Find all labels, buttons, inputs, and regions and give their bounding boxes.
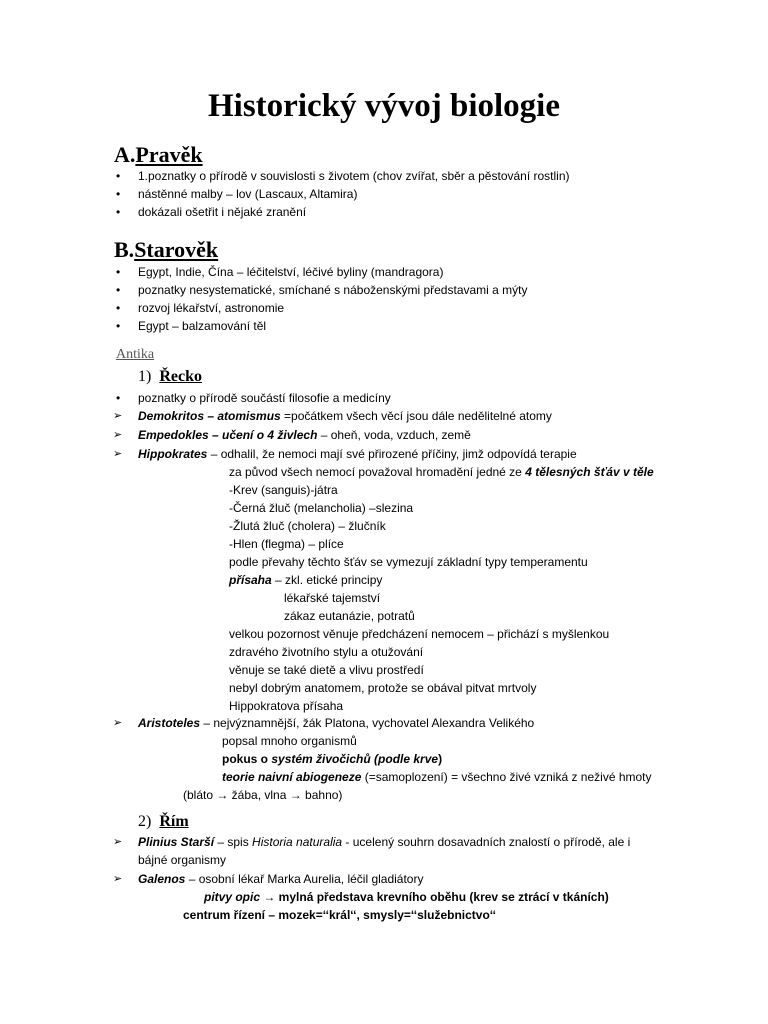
- text-line: za původ všech nemocí považoval hromadění jedné ze 4 tělesných šťáv v těle: [229, 465, 654, 479]
- arrow-bullet-icon: ➢: [113, 429, 123, 441]
- subheading-antika: Antika: [116, 347, 155, 362]
- text-line: centrum řízení – mozek=‘‘král‘‘, smysly=‘‘služebnictvo‘‘: [183, 908, 497, 922]
- text-line: pokus o systém živočichů (podle krve): [222, 752, 443, 766]
- text-line: bájné organismy: [138, 853, 227, 867]
- text-line: -Hlen (flegma) – plíce: [229, 537, 344, 551]
- text-line: (bláto → žába, vlna → bahno): [183, 788, 343, 802]
- text-line: nebyl dobrým anatomem, protože se obával pitvat mrtvoly: [229, 681, 537, 695]
- arrow-bullet-icon: ➢: [113, 836, 123, 848]
- text-line: podle převahy těchto šťáv se vymezují základní typy temperamentu: [229, 555, 588, 569]
- arrow-bullet-icon: ➢: [113, 873, 123, 885]
- text-line: přísaha – zkl. etické principy: [229, 573, 383, 587]
- text-line: zdravého životního stylu a otužování: [229, 645, 424, 659]
- subsection-heading-recko: 1) Řecko: [138, 368, 202, 385]
- text-line: teorie naivní abiogeneze (=samoplození) = všechno živé vzniká z neživé hmoty: [222, 770, 652, 784]
- arrow-bullet-icon: ➢: [113, 717, 123, 729]
- text-line: Hippokratova přísaha: [229, 699, 344, 713]
- text-line: -Krev (sanguis)-játra: [229, 483, 338, 497]
- text-line: pitvy opic → mylná představa krevního oběhu (krev se ztrácí v tkáních): [204, 890, 609, 904]
- text-line: popsal mnoho organismů: [222, 734, 357, 748]
- text-line: velkou pozornost věnuje předcházení nemocem – přichází s myšlenkou: [229, 627, 610, 641]
- text-line: -Žlutá žluč (cholera) – žlučník: [229, 519, 386, 533]
- text-line: -Černá žluč (melancholia) –slezina: [229, 501, 414, 515]
- subsection-heading-rim: 2) Řím: [138, 813, 189, 830]
- text-line: zákaz eutanázie, potratů: [284, 609, 415, 623]
- arrow-bullet-icon: ➢: [113, 410, 123, 422]
- text-line: věnuje se také dietě a vlivu prostředí: [229, 663, 424, 677]
- document-page: Historický vývoj biologie A.Pravěk • 1.poznatky o přírodě v souvislosti s životem (chov zvířat, sběr a pěstování rostlin) • nástěnné malby – lov (Lascaux, Altamira) • dokázali ošetřit i nějaké zranění B.Starověk • Egypt, Indie, Čína – léčitelství, léčivé byliny (mandragora) • poznatky nesystematické, smíchané s náboženskými představami a mýty • rozvoj lékařství, astronomie • Egypt – balzamování těl Antika 1) Řecko • poznatky o přírodě součástí filosofie a medicíny ➢ Demokritos – atomismus =počátkem všech věcí jsou dále nedělitelné atomy ➢ Empedokles – učení o 4 živlech – oheň, voda, vzduch, země ➢ Hippokrates – odhalil, že nemoci mají své přirozené příčiny, jimž odpovídá terapie za původ všech nemocí považoval hromadění jedné ze 4 tělesných šťáv v těle -Krev (sanguis)-játra -Černá žluč (melancholia) –slezina -Žlutá žluč (cholera) – žlučník -Hlen (flegma) – plíce podle převahy těchto šťáv se vymezují základní typy temperamentu přísaha – zkl. etické principy lékařské tajemství zákaz eutanázie, potratů velkou pozornost věnuje předcházení nemocem – přichází s myšlenkou zdravého životního stylu a otužování věnuje se také dietě a vlivu prostředí nebyl dobrým anatomem, protože se obával pitvat mrtvoly Hippokratova přísaha ➢ Aristoteles – nejvýznamnější, žák Platona, vychovatel Alexandra Velikého popsal mnoho organismů pokus o systém živočichů (podle krve) teorie naivní abiogeneze (=samoplození) = všechno živé vzniká z neživé hmoty (bláto → žába, vlna → bahno) 2) Řím ➢ Plinius Starší – spis Historia naturalia - ucelený souhrn dosavadních znalostí o přírodě, ale i bájné organismy ➢ Galenos – osobní lékař Marka Aurelia, léčil gladiátory pitvy opic → mylná představa krevního oběhu (krev se ztrácí v tkáních) centrum řízení – mozek=‘‘král‘‘, smysly=‘‘služebnictvo‘‘: [0, 0, 768, 1024]
- section-heading-starovek: B.Starověk: [114, 237, 219, 262]
- section-heading-pravek: A.Pravěk: [114, 142, 203, 167]
- arrow-bullet-icon: ➢: [113, 448, 123, 460]
- text-line: lékařské tajemství: [284, 591, 381, 605]
- page-title: Historický vývoj biologie: [208, 88, 560, 124]
